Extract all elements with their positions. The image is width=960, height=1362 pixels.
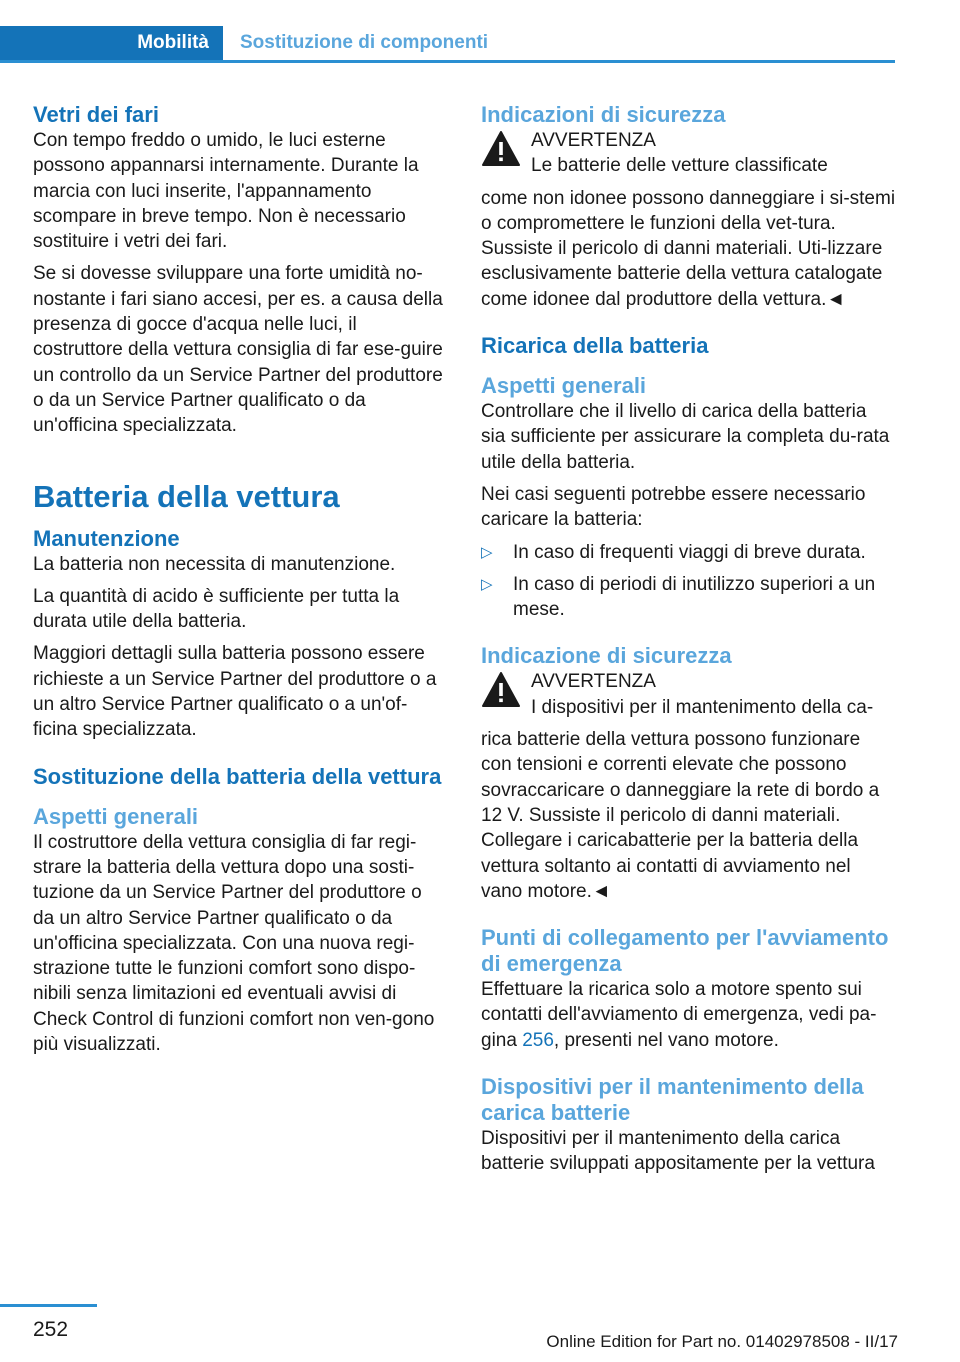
paragraph: Se si dovesse sviluppare una forte umidità no-nostante i fari siano accesi, per es. a causa della presenza di gocce d'acqua nelle luci, il costruttore della vettura consiglia di far ese-guire un controllo da un Service Partner del produttore o da un Service Partner qualificato o da un'officina specializzata. — [33, 263, 443, 437]
heading-manutenzione: Manutenzione — [33, 525, 180, 551]
paragraph: Il costruttore della vettura consiglia di far regi-strare la batteria della vettura dopo una sosti-tuzione da un Service Partner del produttore o da un altro Service Partner qualificato o da un'officina specializzata. Con una nuova regi-strazione tutte le funzioni comfort sono dispo-nibili senza limitazioni ed eventuali avvisi di Check Control di funzioni comfort non ven-gono più visualizzati. — [33, 831, 435, 1056]
warning-block — [481, 128, 896, 179]
paragraph: La batteria non necessita di manutenzione. — [33, 553, 396, 575]
heading-dispositivi-mantenimento: Dispositivi per il mantenimento della carica batterie — [481, 1074, 864, 1126]
heading-aspetti-generali: Aspetti generali — [33, 803, 199, 829]
paragraph: Effettuare la ricarica solo a motore spento sui contatti dell'avviamento di emergenza, vedi pa-gina 256, presenti nel vano motore. — [481, 979, 877, 1051]
heading-indicazioni-sicurezza: Indicazioni di sicurezza — [481, 102, 726, 127]
warning-triangle-icon — [481, 130, 521, 168]
section-tab: Mobilità — [0, 26, 223, 60]
paragraph: Controllare che il livello di carica della batteria sia sufficiente per assicurare la completa du-rata utile della batteria. — [481, 401, 890, 473]
paragraph: Con tempo freddo o umido, le luci esterne possono appannarsi internamente. Durante la marcia con luci inserite, l'appannamento scompare in breve tempo. Non è necessario sostituire i vetri dei fari. — [33, 130, 419, 253]
heading-batteria-della-vettura: Batteria della vettura — [33, 478, 340, 514]
left-column — [33, 102, 448, 1064]
warning-text-first: I dispositivi per il mantenimento della ca- — [531, 696, 874, 718]
paragraph: Dispositivi per il mantenimento della carica batterie sviluppati appositamente per la vettura — [481, 1128, 875, 1175]
paragraph: La quantità di acido è sufficiente per tutta la durata utile della batteria. — [33, 585, 400, 633]
warning-label: AVVERTENZA — [531, 671, 656, 693]
warning-label: AVVERTENZA — [531, 130, 656, 151]
footer-rule — [0, 1304, 97, 1307]
heading-indicazione-sicurezza: Indicazione di sicurezza — [481, 643, 732, 669]
bullet-triangle-icon: ▷ — [481, 543, 493, 561]
list-item: ▷ In caso di periodi di inutilizzo superiori a un mese. — [481, 573, 876, 621]
right-column — [481, 102, 896, 1184]
bullet-triangle-icon: ▷ — [481, 575, 493, 593]
warning-triangle-icon — [481, 671, 521, 709]
warning-block — [481, 669, 896, 720]
warning-text: rica batterie della vettura possono funzionare con tensioni e correnti elevate che possono sovraccaricare o danneggiare la rete di bordo a 12 V. Sussiste il pericolo di danni materiali. Collegare i caricabatterie per la batteria della vettura soltanto ai contatti di avviamento nel vano motore.◄ — [481, 729, 880, 902]
warning-text: come non idonee possono danneggiare i si-stemi o compromettere le funzioni della vet-tura. Sussiste il pericolo di danni materiali. Uti-lizzare esclusivamente batterie della vettura catalogate come idonee dal produttore della vettura.◄ — [481, 187, 896, 310]
heading-punti-collegamento: Punti di collegamento per l'avviamento di emergenza — [481, 925, 889, 977]
heading-ricarica-batteria: Ricarica della batteria — [481, 333, 709, 359]
heading-sostituzione-batteria: Sostituzione della batteria della vettura — [33, 763, 442, 789]
bullet-list — [481, 540, 896, 623]
paragraph: Maggiori dettagli sulla batteria possono essere richieste a un Service Partner del produttore o a un altro Service Partner qualificato o a un'of-ficina specializzata. — [33, 643, 437, 741]
paragraph: Nei casi seguenti potrebbe essere necessario caricare la batteria: — [481, 483, 866, 531]
list-item: ▷ In caso di frequenti viaggi di breve durata. — [481, 540, 896, 565]
page-link[interactable]: 256 — [522, 1029, 554, 1051]
heading-aspetti-generali: Aspetti generali — [481, 373, 647, 399]
warning-text-first: Le batterie delle vetture classificate — [531, 155, 828, 177]
page-number: 252 — [33, 1318, 69, 1341]
chapter-title: Sostituzione di componenti — [240, 32, 489, 53]
edition-note: Online Edition for Part no. 01402978508 - II/17 — [546, 1332, 898, 1351]
page-header — [0, 26, 895, 63]
heading-vetri-dei-fari: Vetri dei fari — [33, 102, 159, 127]
